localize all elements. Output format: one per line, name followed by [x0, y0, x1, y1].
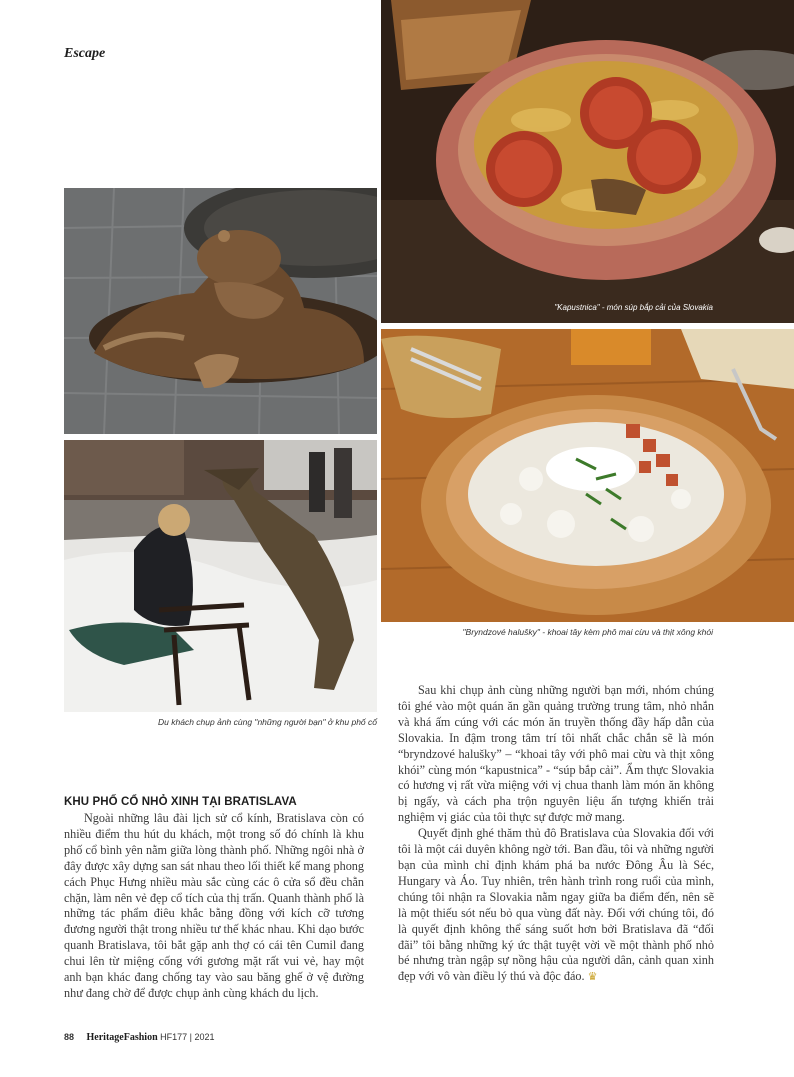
issue-info: HF177 | 2021 — [160, 1032, 215, 1042]
page-footer — [64, 1032, 215, 1043]
section-label: Escape — [64, 46, 106, 61]
article-column-left — [64, 811, 364, 1002]
caption-halusky: "Bryndzové halušky" - khoai tây kèm phô mai cừu và thịt xông khói — [462, 627, 713, 637]
article-paragraph: Ngoài những lâu đài lịch sử cổ kính, Bratislava còn có nhiều điểm thu hút du khách, một trong số đó chính là khu phố cổ bình yên nằm giữa lòng thành phố. Những ngôi nhà ở đây được xây dựng san sát nhau theo lối thiết kế mang phong cách Phục Hưng nhiều màu sắc cùng các ô cửa sổ đều chằn chặn, làm nên vẻ đẹp cổ tích của thị trấn. Quanh thành phố là những tác phẩm điêu khắc bằng đồng với kích cỡ tương đương người thật trong nhiều tư thế khác nhau. Khi dạo bước quanh Bratislava, tôi bắt gặp anh thợ có cái tên Cumil đang chui lên từ miệng cống với gương mặt rất vui vẻ, hay một anh bạn khác đang chống tay vào sau băng ghế ở vệ đường như đang chờ để được chụp ảnh cùng khách du lịch. — [64, 811, 364, 1000]
article-paragraph-text: Quyết định ghé thăm thủ đô Bratislava của Slovakia đối với tôi là một cái duyên không ngờ tới. Ban đầu, tôi và những người bạn của mình chỉ định khám phá ba nước Đông Âu là Séc, Hungary và Áo. Tuy nhiên, trên hành trình rong ruổi của mình, chúng tôi nhận ra Slovakia nằm ngay giữa ba điểm đến, nên sẽ là một thiếu sót nếu bỏ qua vùng đất này. Đối với chúng tôi, đó là quyết định không thể sáng suốt hơn bởi Bratislava đã “đối đãi” tôi bằng những ký ức thật tuyệt vời về một thành phố nhỏ bé nhưng tràn ngập sự nồng hậu của người dân, cảnh quan xinh đẹp với vô vàn điều lý thú và độc đáo. — [398, 826, 714, 984]
photo-tourist-statue — [64, 440, 377, 712]
crown-icon: ♛ — [587, 971, 598, 984]
caption-tourist: Du khách chụp ảnh cùng "những người bạn" ở khu phố cổ — [158, 717, 377, 727]
photo-cumil-statue — [64, 188, 377, 434]
caption-kapustnica: "Kapustnica" - món súp bắp cải của Slovakia — [554, 303, 713, 312]
photo-kapustnica-soup — [381, 0, 794, 323]
article-heading: KHU PHỐ CỔ NHỎ XINH TẠI BRATISLAVA — [64, 796, 297, 808]
article-column-right — [398, 683, 714, 986]
page-number: 88 — [64, 1032, 75, 1042]
article-paragraph — [398, 826, 714, 986]
article-paragraph: Sau khi chụp ảnh cùng những người bạn mới, nhóm chúng tôi ghé vào một quán ăn gần quảng trường trung tâm, nhỏ nhắn và khá ấm cúng với các món ăn truyền thống đầy hấp dẫn của Slovakia. In đậm trong tâm trí tôi nhất chắc chắn sẽ là món “bryndzové halušky” – “khoai tây với phô mai cừu và thịt xông khói” cùng món “kapustnica” - “súp bắp cải”. Ẩm thực Slovakia có hương vị rất vừa miệng với vị chua thanh làm món ăn không bị ngấy, và cách pha trộn nguyên liệu ấn tượng khiến trải nghiệm vị giác của tôi thực sự được mở mang. — [398, 683, 714, 825]
magazine-name: HeritageFashion — [86, 1032, 158, 1043]
photo-halusky-dish — [381, 329, 794, 622]
